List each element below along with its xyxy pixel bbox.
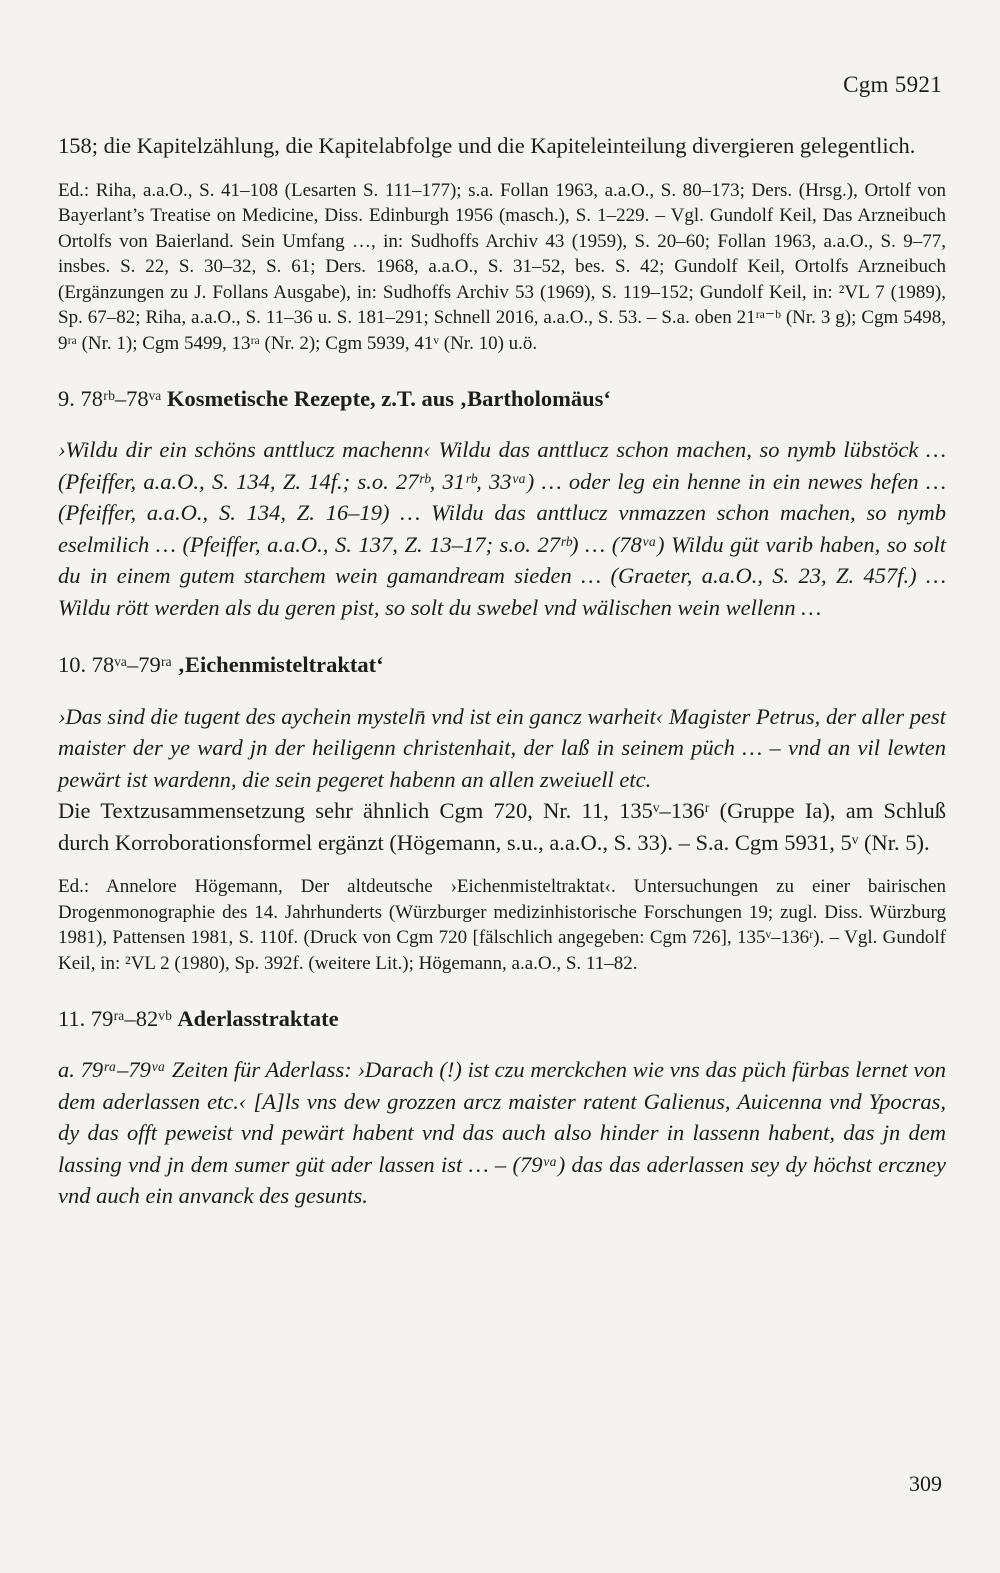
section-heading-9 — [58, 383, 946, 415]
page-body — [58, 130, 946, 1212]
section-text-10: ›Das sind die tugent des aychein mysteln̄ vnd ist ein gancz warheit‹ Magister Petrus, der aller pest maister der ye ward jn der heiligenn christenhait, der laß in seinem püch … – vnd an vil lewten pewärt ist wardenn, die sein pegeret habenn an allen zweiuell etc. — [58, 703, 946, 792]
page-number: 309 — [909, 1471, 942, 1496]
section-commentary-10: Die Textzusammensetzung sehr ähnlich Cgm 720, Nr. 11, 135ᵛ–136ʳ (Gruppe Ia), am Schluß durch Korroborationsformel ergänzt (Högemann, s.u., a.a.O., S. 33). – S.a. Cgm 5931, 5ᵛ (Nr. 5). — [58, 798, 946, 855]
section-folio: 79ʳᵃ–82ᵛᵇ — [90, 1005, 172, 1031]
section-number: 10. — [58, 652, 87, 678]
edition-note: Ed.: Riha, a.a.O., S. 41–108 (Lesarten S. 111–177); s.a. Follan 1963, a.a.O., S. 80–173; Ders. (Hrsg.), Ortolf von Bayerlant’s Treatise on Medicine, Diss. Edinburgh 1956 (masch.), S. 1–229. – Vgl. Gundolf Keil, Das Arzneibuch Ortolfs von Baierland. Sein Umfang …, in: Sudhoffs Archiv 43 (1959), S. 20–60; Follan 1963, a.a.O., S. 9–77, insbes. S. 22, S. 30–32, S. 61; Ders. 1968, a.a.O., S. 31–52, bes. S. 42; Gundolf Keil, Ortolfs Arzneibuch (Ergänzungen zu J. Follans Ausgabe), in: Sudhoffs Archiv 53 (1969), S. 119–152; Gundolf Keil, in: ²VL 7 (1989), Sp. 67–82; Riha, a.a.O., S. 11–36 u. S. 181–291; Schnell 2016, a.a.O., S. 53. – S.a. oben 21ʳᵃ⁻ᵇ (Nr. 3 g); Cgm 5498, 9ʳᵃ (Nr. 1); Cgm 5499, 13ʳᵃ (Nr. 2); Cgm 5939, 41ᵛ (Nr. 10) u.ö. — [58, 179, 946, 355]
section-folio: 78ᵛᵃ–79ʳᵃ — [91, 652, 172, 678]
edition-note-10: Ed.: Annelore Högemann, Der altdeutsche ›Eichenmisteltraktat‹. Untersuchungen zu einer bairischen Drogenmonographie des 14. Jahrhunderts (Würzburger medizinhistorische Forschungen 19; zugl. Diss. Würzburg 1981), Pattensen 1981, S. 110f. (Druck von Cgm 720 [fälschlich angegeben: Cgm 726], 135ᵛ–136ʳ). – Vgl. Gundolf Keil, in: ²VL 2 (1980), Sp. 392f. (weitere Lit.); Högemann, a.a.O., S. 11–82. — [58, 876, 946, 974]
section-number: 9. — [58, 385, 75, 411]
section-text-11: a. 79ʳᵃ–79ᵛᵃ Zeiten für Aderlass: ›Darach (!) ist czu merckchen wie vns das püch fürbas lernet von dem aderlassen etc.‹ [A]ls vns dew grozzen arcz maister ratent Galienus, Auicenna vnd Ypocras, dy das offt peweist vnd pewärt habent vnd das auch also hinder in lassenn habent, das jn dem lassing vnd jn dem sumer güt ader lassen ist … – (79ᵛᵃ) das das aderlassen sey dy höchst erczney vnd auch ein anvanck des gesunts. — [58, 1057, 946, 1209]
section-title: Aderlasstraktate — [177, 1005, 339, 1031]
section-heading-11 — [58, 1003, 946, 1035]
section-text-9: ›Wildu dir ein schöns anttlucz machenn‹ Wildu das anttlucz schon machen, so nymb lübstöck … (Pfeiffer, a.a.O., S. 134, Z. 14f.; s.o. 27ʳᵇ, 31ʳᵇ, 33ᵛᵃ) … oder leg ein henne in ein newes hefen … (Pfeiffer, a.a.O., S. 134, Z. 16–19) … Wildu das anttlucz vnmazzen schon machen, so nymb eselmilich … (Pfeiffer, a.a.O., S. 137, Z. 13–17; s.o. 27ʳᵇ) … (78ᵛᵃ) Wildu güt varib haben, so solt du in einem gutem starchem wein gamandream sieden … (Graeter, a.a.O., S. 23, Z. 457f.) … Wildu rött werden als du geren pist, so solt du swebel vnd wälischen wein wellenn … — [58, 437, 946, 620]
section-title: Kosmetische Rezepte, z.T. aus ‚Bartholomäus‘ — [167, 385, 611, 411]
section-title: ‚Eichenmisteltraktat‘ — [177, 652, 384, 678]
intro-paragraph: 158; die Kapitelzählung, die Kapitelabfolge und die Kapiteleinteilung divergieren gelegentlich. — [58, 133, 916, 158]
section-folio: 78ʳᵇ–78ᵛᵃ — [80, 385, 162, 411]
running-head: Cgm 5921 — [843, 72, 942, 97]
section-number: 11. — [58, 1005, 86, 1031]
section-heading-10 — [58, 649, 946, 681]
